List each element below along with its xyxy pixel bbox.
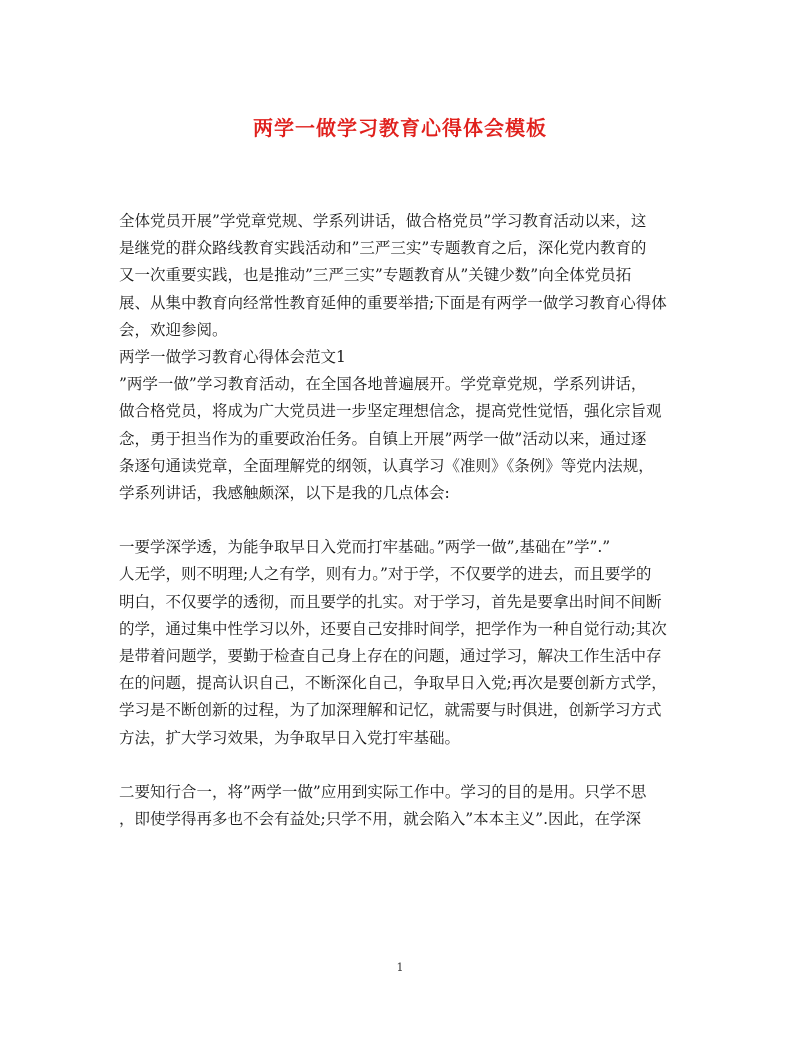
blank-line xyxy=(119,507,681,534)
text-line: 是带着问题学，要勤于检查自己身上存在的问题，通过学习，解决工作生活中存 xyxy=(119,647,662,665)
text-line: 念，勇于担当作为的重要政治任务。自镇上开展”两学一做”活动以来，通过逐 xyxy=(119,429,647,448)
text-line: 在的问题，提高认识自己，不断深化自己，争取早日入党;再次是要创新方式学， xyxy=(119,674,667,693)
text-line: 明白，不仅要学的透彻，而且要学的扎实。对于学习，首先是要拿出时间不间断 xyxy=(119,592,662,611)
text-line: ，即使学得再多也不会有益处;只学不用，就会陷入”本本主义”.因此，在学深 xyxy=(119,810,641,829)
text-line: 条逐句通读党章，全面理解党的纲领，认真学习《准则》《条例》等党内法规， xyxy=(119,456,654,475)
text-line: 是继党的群众路线教育实践活动和”三严三实”专题教育之后，深化党内教育的 xyxy=(119,239,647,258)
text-line: 的学，通过集中性学习以外，还要自己安排时间学，把学作为一种自觉行动;其次 xyxy=(119,619,667,638)
text-line: 全体党员开展”学党章党规、学系列讲话，做合格党员”学习教育活动以来，这 xyxy=(119,212,647,230)
document-title: 两学一做学习教育心得体会模板 xyxy=(253,116,547,140)
text-line: 学习是不断创新的过程，为了加深理解和记忆，就需要与时俱进，创新学习方式 xyxy=(119,701,662,720)
blank-line xyxy=(119,752,681,779)
document-body xyxy=(119,208,681,833)
text-line: 二要知行合一，将”两学一做”应用到实际工作中。学习的目的是用。只学不思 xyxy=(119,782,647,801)
text-line: 又一次重要实践，也是推动”三严三实”专题教育从”关键少数”向全体党员拓 xyxy=(119,266,632,285)
text-line: 做合格党员，将成为广大党员进一步坚定理想信念，提高党性觉悟，强化宗旨观 xyxy=(119,402,662,421)
text-line: 一要学深学透，为能争取早日入党而打牢基础。”两学一做”,基础在”学”.” xyxy=(119,538,611,557)
section-heading: 两学一做学习教育心得体会范文1 xyxy=(119,347,346,366)
text-line: 学系列讲话，我感触颇深，以下是我的几点体会: xyxy=(119,483,450,502)
text-line: ”两学一做”学习教育活动，在全国各地普遍展开。学党章党规，学系列讲话， xyxy=(119,375,647,394)
text-line: 方法，扩大学习效果，为争取早日入党打牢基础。 xyxy=(119,728,461,747)
text-line: 人无学，则不明理;人之有学，则有力。”对于学，不仅要学的进去，而且要学的 xyxy=(119,565,652,584)
page-number: 1 xyxy=(396,961,404,974)
text-line: 展、从集中教育向经常性教育延伸的重要举措;下面是有两学一做学习教育心得体 xyxy=(119,293,667,312)
text-line: 会，欢迎参阅。 xyxy=(119,320,228,339)
